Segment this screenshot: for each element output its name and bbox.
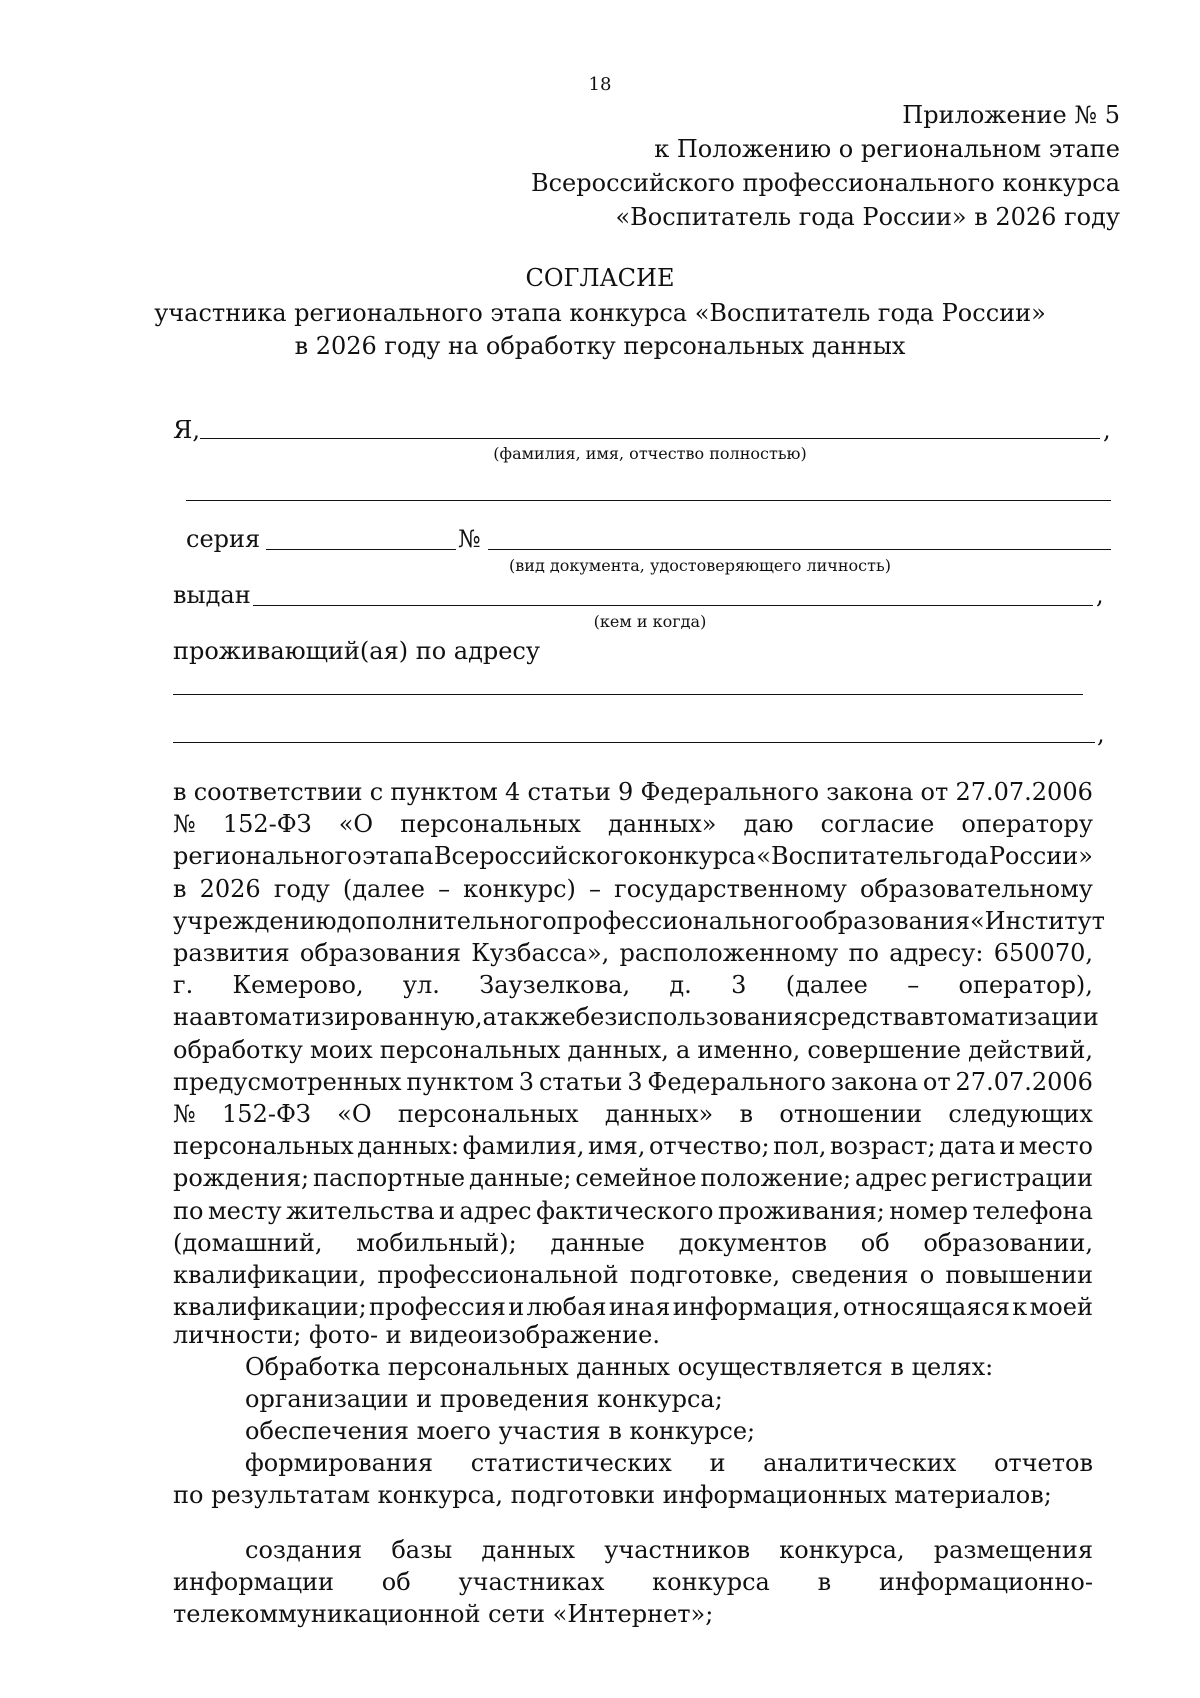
word: данных» bbox=[608, 810, 717, 838]
word: информации bbox=[173, 1568, 334, 1596]
doc-caption: (вид документа, удостоверяющего личность) bbox=[509, 556, 891, 575]
word: к bbox=[1012, 1293, 1028, 1321]
series-field-line[interactable] bbox=[266, 549, 456, 550]
word: в bbox=[739, 1100, 754, 1128]
word: 3 bbox=[627, 1068, 643, 1096]
page-number: 18 bbox=[588, 74, 612, 95]
word: моей bbox=[1029, 1293, 1093, 1321]
address-label: проживающий(ая) по адресу bbox=[173, 637, 540, 665]
word: Всероссийского bbox=[433, 842, 638, 870]
address-field-line-2[interactable] bbox=[173, 742, 1095, 743]
word: сведения bbox=[791, 1261, 909, 1289]
word: Заузелкова, bbox=[479, 971, 631, 999]
word: и bbox=[508, 1293, 525, 1321]
word: автоматизированную, bbox=[203, 1003, 483, 1031]
body-line bbox=[173, 1099, 1093, 1129]
word: базы bbox=[391, 1536, 453, 1564]
word: месту bbox=[207, 1197, 282, 1225]
word: 27.07.2006 bbox=[955, 778, 1093, 806]
word: об bbox=[860, 1229, 890, 1257]
issued-field-line[interactable] bbox=[253, 605, 1093, 606]
address-field-line-1[interactable] bbox=[173, 694, 1083, 695]
word: средств bbox=[808, 1003, 907, 1031]
word: на bbox=[173, 1003, 204, 1031]
word: создания bbox=[245, 1536, 363, 1564]
word: расположенному bbox=[619, 939, 839, 967]
word: любая bbox=[526, 1293, 607, 1321]
word: также bbox=[496, 1003, 576, 1031]
word: 4 bbox=[505, 778, 521, 806]
issued-caption: (кем и когда) bbox=[593, 612, 707, 631]
word: документов bbox=[678, 1229, 828, 1257]
word: данных bbox=[481, 1536, 576, 1564]
body-line bbox=[173, 1260, 1093, 1290]
word: телефона bbox=[972, 1197, 1093, 1225]
body-line bbox=[173, 1196, 1093, 1226]
body-line bbox=[173, 970, 1093, 1000]
word: пол, bbox=[773, 1132, 827, 1160]
address-comma: , bbox=[1097, 720, 1105, 748]
word: – bbox=[438, 875, 451, 903]
word: следующих bbox=[948, 1100, 1093, 1128]
word: в bbox=[173, 875, 187, 903]
word: оператор), bbox=[958, 971, 1093, 999]
word: закона bbox=[830, 1068, 919, 1096]
series-label: серия bbox=[186, 525, 261, 553]
word: квалификации, bbox=[173, 1261, 367, 1289]
word: данные; bbox=[469, 1164, 572, 1192]
word: совершение bbox=[807, 1036, 962, 1064]
word: а bbox=[675, 1036, 691, 1064]
word: Кузбасса», bbox=[471, 939, 610, 967]
word: образовательному bbox=[859, 875, 1093, 903]
word: образования bbox=[808, 907, 970, 935]
word: персональных bbox=[173, 1132, 354, 1160]
doc-title: СОГЛАСИЕ bbox=[525, 264, 675, 292]
word: Федерального bbox=[640, 778, 820, 806]
word: (далее bbox=[785, 971, 868, 999]
word: статьи bbox=[527, 778, 611, 806]
word: именно, bbox=[697, 1036, 801, 1064]
word: отчетов bbox=[993, 1449, 1093, 1477]
word: 9 bbox=[618, 778, 634, 806]
body-line bbox=[173, 874, 1093, 904]
word: дата bbox=[939, 1132, 996, 1160]
word: паспортные bbox=[312, 1164, 466, 1192]
word: повышении bbox=[945, 1261, 1093, 1289]
purpose-reports-line-2: по результатам конкурса, подготовки информационных материалов; bbox=[173, 1481, 1052, 1509]
body-line bbox=[173, 1002, 1099, 1032]
word: «Институт bbox=[969, 907, 1105, 935]
word: размещения bbox=[933, 1536, 1093, 1564]
word: «О bbox=[338, 810, 374, 838]
word: персональных bbox=[397, 1100, 579, 1128]
word: автоматизации bbox=[906, 1003, 1099, 1031]
issued-label: выдан bbox=[173, 581, 251, 609]
word: конкурса, bbox=[779, 1536, 905, 1564]
fio-comma: , bbox=[1103, 416, 1111, 444]
purpose-database-line-3: телекоммуникационной сети «Интернет»; bbox=[173, 1600, 714, 1628]
body-line bbox=[173, 906, 1105, 936]
word: Федерального bbox=[647, 1068, 826, 1096]
word: данных, bbox=[567, 1036, 669, 1064]
body-line bbox=[173, 938, 1093, 968]
purpose-participation: обеспечения моего участия в конкурсе; bbox=[245, 1417, 756, 1445]
word: формирования bbox=[245, 1449, 434, 1477]
word: адрес bbox=[459, 1197, 532, 1225]
word: «Воспитатель bbox=[756, 842, 932, 870]
word: пунктом bbox=[406, 1068, 514, 1096]
word: и bbox=[439, 1197, 456, 1225]
word: по bbox=[173, 1197, 204, 1225]
body-line bbox=[173, 1035, 1093, 1065]
word: дополнительного bbox=[336, 907, 557, 935]
word: и bbox=[709, 1449, 726, 1477]
body-line bbox=[173, 777, 1093, 807]
word: № bbox=[173, 1100, 196, 1128]
word: 152-ФЗ bbox=[222, 1100, 311, 1128]
word: 2026 bbox=[199, 875, 261, 903]
body-line bbox=[173, 1228, 1093, 1258]
word: данных: bbox=[357, 1132, 460, 1160]
body-line bbox=[173, 1067, 1093, 1097]
word: – bbox=[589, 875, 602, 903]
i-label: Я, bbox=[173, 416, 201, 444]
word: проживания; bbox=[717, 1197, 885, 1225]
word: мобильный); bbox=[356, 1229, 517, 1257]
word: конкурса bbox=[652, 1568, 770, 1596]
word: г. bbox=[173, 971, 194, 999]
word: государственному bbox=[614, 875, 847, 903]
word: имя, bbox=[587, 1132, 646, 1160]
doc-subtitle-1: участника регионального этапа конкурса «Воспитатель года России» bbox=[154, 299, 1046, 327]
word: регистрации bbox=[931, 1164, 1093, 1192]
word: согласие bbox=[820, 810, 935, 838]
word: в bbox=[173, 778, 187, 806]
word: обработку bbox=[173, 1036, 303, 1064]
word: образовании, bbox=[923, 1229, 1093, 1257]
word: возраст; bbox=[830, 1132, 936, 1160]
appendix-line-4: «Воспитатель года России» в 2026 году bbox=[615, 203, 1120, 231]
word: семейное bbox=[575, 1164, 697, 1192]
word: конкурс) bbox=[463, 875, 576, 903]
word: ул. bbox=[402, 971, 440, 999]
word: персональных bbox=[400, 810, 581, 838]
word: от bbox=[922, 1068, 951, 1096]
word: 650070, bbox=[993, 939, 1093, 967]
purposes-intro: Обработка персональных данных осуществляется в целях: bbox=[245, 1353, 994, 1381]
word: даю bbox=[743, 810, 794, 838]
word: информация, bbox=[672, 1293, 841, 1321]
body-line bbox=[173, 1131, 1093, 1161]
word: профессиональной bbox=[377, 1261, 619, 1289]
word: Кемерово, bbox=[232, 971, 364, 999]
word: закона bbox=[826, 778, 914, 806]
word: и bbox=[999, 1132, 1016, 1160]
word: 3 bbox=[518, 1068, 535, 1096]
word: развития bbox=[173, 939, 290, 967]
word: фактического bbox=[536, 1197, 714, 1225]
word: подготовке, bbox=[629, 1261, 781, 1289]
word: использования bbox=[617, 1003, 809, 1031]
appendix-line-3: Всероссийского профессионального конкурса bbox=[530, 169, 1120, 197]
word: 3 bbox=[731, 971, 747, 999]
word: регионального bbox=[173, 842, 362, 870]
word: в bbox=[817, 1568, 832, 1596]
word: об bbox=[381, 1568, 411, 1596]
word: адрес bbox=[855, 1164, 928, 1192]
number-label: № bbox=[458, 525, 481, 553]
word: профессионального bbox=[556, 907, 809, 935]
word: профессия bbox=[369, 1293, 506, 1321]
word: положение; bbox=[700, 1164, 852, 1192]
word: а bbox=[482, 1003, 497, 1031]
word: отношении bbox=[779, 1100, 923, 1128]
word: персональных bbox=[379, 1036, 561, 1064]
word: 27.07.2006 bbox=[955, 1068, 1093, 1096]
word: учреждению bbox=[173, 907, 337, 935]
word: статьи bbox=[538, 1068, 623, 1096]
word: жительства bbox=[286, 1197, 435, 1225]
word: относящаяся bbox=[842, 1293, 1010, 1321]
word: пунктом bbox=[390, 778, 498, 806]
number-field-line[interactable] bbox=[488, 549, 1111, 550]
word: 152-ФЗ bbox=[222, 810, 312, 838]
word: «О bbox=[337, 1100, 372, 1128]
word: предусмотренных bbox=[173, 1068, 402, 1096]
word: году bbox=[273, 875, 330, 903]
word: участниках bbox=[458, 1568, 605, 1596]
word: без bbox=[575, 1003, 618, 1031]
word: с bbox=[369, 778, 384, 806]
word: отчество; bbox=[648, 1132, 770, 1160]
purpose-organization: организации и проведения конкурса; bbox=[245, 1385, 723, 1413]
word: России» bbox=[988, 842, 1093, 870]
word: рождения; bbox=[173, 1164, 310, 1192]
word: квалификации; bbox=[173, 1293, 367, 1321]
word: номер bbox=[889, 1197, 969, 1225]
word: моих bbox=[309, 1036, 373, 1064]
appendix-line-2: к Положению о региональном этапе bbox=[654, 135, 1120, 163]
body-line bbox=[173, 1163, 1093, 1193]
body-line bbox=[173, 1292, 1093, 1322]
word: иная bbox=[608, 1293, 671, 1321]
appendix-line-1: Приложение № 5 bbox=[902, 101, 1120, 129]
purpose-database-line-2 bbox=[173, 1567, 1093, 1597]
issued-comma: , bbox=[1096, 581, 1104, 609]
word: статистических bbox=[470, 1449, 672, 1477]
word: этапа bbox=[362, 842, 434, 870]
word: № bbox=[173, 810, 196, 838]
word: – bbox=[907, 971, 920, 999]
word: (далее bbox=[342, 875, 425, 903]
fio-continuation-line[interactable] bbox=[186, 500, 1111, 501]
fio-field-line[interactable] bbox=[200, 438, 1100, 439]
word: аналитических bbox=[763, 1449, 957, 1477]
purpose-reports-line-1 bbox=[245, 1448, 1093, 1478]
word: от bbox=[920, 778, 949, 806]
word: образования bbox=[299, 939, 461, 967]
word: года bbox=[932, 842, 989, 870]
body-line bbox=[173, 809, 1093, 839]
word: о bbox=[919, 1261, 935, 1289]
word: место bbox=[1018, 1132, 1093, 1160]
word: соответствии bbox=[193, 778, 363, 806]
word: конкурса bbox=[638, 842, 756, 870]
word: данных» bbox=[604, 1100, 714, 1128]
body-line bbox=[173, 841, 1093, 871]
word: действий, bbox=[968, 1036, 1093, 1064]
word: (домашний, bbox=[173, 1229, 323, 1257]
doc-subtitle-2: в 2026 году на обработку персональных данных bbox=[294, 332, 906, 360]
word: оператору bbox=[961, 810, 1093, 838]
word: информационно- bbox=[878, 1568, 1093, 1596]
fio-caption: (фамилия, имя, отчество полностью) bbox=[493, 444, 807, 463]
word: по bbox=[848, 939, 879, 967]
body-last-line: личности; фото- и видеоизображение. bbox=[173, 1321, 661, 1349]
word: участников bbox=[604, 1536, 751, 1564]
word: адресу: bbox=[889, 939, 984, 967]
word: данные bbox=[550, 1229, 645, 1257]
word: фамилия, bbox=[462, 1132, 585, 1160]
purpose-database-line-1 bbox=[245, 1535, 1093, 1565]
word: д. bbox=[669, 971, 692, 999]
